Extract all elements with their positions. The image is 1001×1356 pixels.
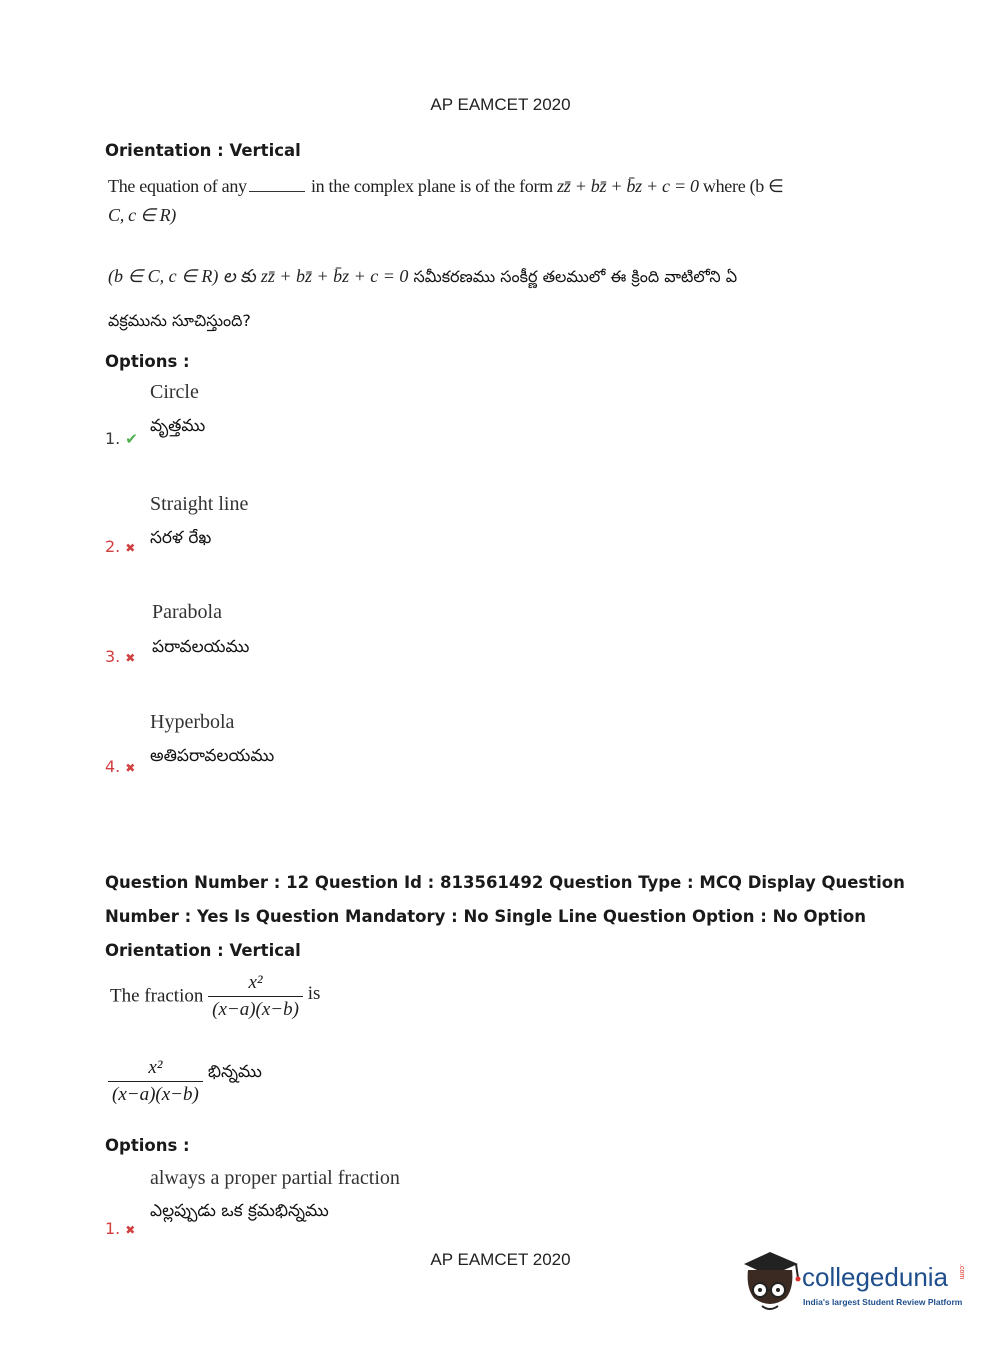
q12-telugu-fraction	[108, 1057, 203, 1106]
option-number: 2.	[105, 537, 121, 556]
q12-option-1-number	[105, 1219, 135, 1238]
q11-telugu-prefix: (b ∈ C, c ∈ R) ల కు	[108, 266, 256, 286]
q11-english-line2: C, c ∈ R)	[108, 205, 176, 225]
q12-english-suffix: is	[307, 982, 321, 1004]
q12-meta-line1: Question Number : 12 Question Id : 813561492 Question Type : MCQ Display Question	[105, 873, 905, 892]
q11-equation: zz̄ + bz̄ + b̄z + c = 0	[557, 176, 699, 196]
q11-english-part1: The equation of any	[108, 176, 247, 196]
page-header: AP EAMCET 2020	[430, 95, 571, 114]
q12-english-prefix: The fraction	[110, 985, 204, 1007]
logo-name: collegedunia	[802, 1262, 949, 1292]
q11-orientation: Orientation : Vertical	[105, 141, 301, 160]
q12-options-label: Options :	[105, 1136, 190, 1155]
q12-telugu-question	[108, 1057, 262, 1106]
q11-option-2-te: సరళ రేఖ	[150, 528, 212, 548]
q12-meta-line2: Number : Yes Is Question Mandatory : No Single Line Question Option : No Option	[105, 907, 866, 926]
q11-option-1-te: వృత్తము	[150, 416, 206, 436]
q11-option-1-en: Circle	[150, 381, 199, 403]
mascot-icon	[740, 1248, 802, 1318]
q11-blank	[249, 191, 305, 192]
q11-telugu-line2: వక్రమును సూచిస్తుంది?	[108, 311, 251, 330]
collegedunia-logo	[740, 1248, 970, 1320]
fraction-numerator: x²	[248, 972, 263, 993]
check-icon: ✔	[125, 430, 138, 448]
option-number: 1.	[105, 1219, 121, 1238]
fraction-denominator: (x−a)(x−b)	[108, 1081, 203, 1106]
q11-option-2-number	[105, 537, 135, 556]
q11-option-1-number	[105, 429, 138, 448]
q12-orientation: Orientation : Vertical	[105, 941, 301, 960]
q11-where: where (b ∈	[702, 176, 784, 196]
q11-option-4-en: Hyperbola	[150, 711, 235, 733]
q11-option-4-number	[105, 757, 135, 776]
q11-telugu-line1	[108, 266, 737, 291]
q11-option-3-te: పరావలయము	[152, 637, 250, 657]
logo-tagline: India's largest Student Review Platform	[803, 1297, 963, 1307]
logo-suffix: .com	[958, 1264, 965, 1280]
q11-option-3-en: Parabola	[152, 601, 222, 623]
cross-icon: ✖	[125, 651, 136, 665]
q11-telugu-equation: zz̄ + bz̄ + b̄z + c = 0	[260, 266, 409, 286]
q12-option-1-te: ఎల్లప్పుడు ఒక క్రమభిన్నము	[150, 1201, 329, 1221]
option-number: 1.	[105, 429, 121, 448]
page-footer: AP EAMCET 2020	[430, 1250, 571, 1269]
q12-english-question	[110, 972, 320, 1021]
q12-option-1-en: always a proper partial fraction	[150, 1167, 400, 1189]
option-number: 4.	[105, 757, 121, 776]
fraction-numerator: x²	[148, 1057, 163, 1078]
fraction-denominator: (x−a)(x−b)	[208, 996, 303, 1021]
q11-english-part2: in the complex plane is of the form	[310, 176, 553, 196]
option-number: 3.	[105, 647, 121, 666]
cross-icon: ✖	[125, 541, 136, 555]
cross-icon: ✖	[125, 761, 136, 775]
q11-options-label: Options :	[105, 352, 190, 371]
q11-option-3-number	[105, 647, 135, 666]
q11-option-2-en: Straight line	[150, 493, 249, 515]
cross-icon: ✖	[125, 1223, 136, 1237]
q11-english-line1	[108, 176, 784, 197]
q11-telugu-rest: సమీకరణము సంకీర్ణ తలములో ఈ క్రింది వాటిలోని ఏ	[413, 267, 738, 286]
q12-telugu-suffix: భిన్నము	[207, 1061, 262, 1082]
q12-fraction	[208, 972, 303, 1021]
q11-option-4-te: అతిపరావలయము	[150, 746, 275, 766]
